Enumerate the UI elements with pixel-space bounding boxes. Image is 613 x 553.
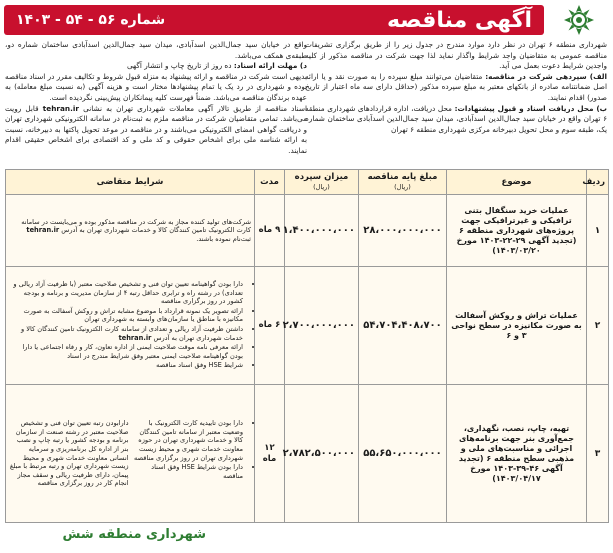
conditions-list	[9, 280, 251, 370]
conditions-left: دارابودن رتبه تعیین توان فنی و تشخیص صلاحیت معتبر در رشته صنعت از سازمان برنامه و بودجه کشور یا رتبه چاپ و نصب بنر از اداره کل برنامه‌ریزی و سرمایه انسانی معاونت خدمات شهری و محیط زیست شهرداری تهران و رتبه مرتبط با مبلغ پیمان، دارای ظرفیت ریالی و سقف مجاز انجام کار در روز برگزاری مناقصه	[9, 419, 129, 488]
condition-text-a: داشتن ظرفیت آزاد ریالی و تعدادی از سامانه کارت الکترونیک تامین کنندگان کالا و خدمات شهرداری تهران به آدرس	[20, 325, 243, 342]
municipality-name: شهرداری منطقه شش	[62, 526, 206, 542]
row-conditions	[6, 267, 255, 385]
row-base-amount: ۲۸،۰۰۰،۰۰۰،۰۰۰	[359, 195, 447, 267]
intro-left-column	[5, 40, 307, 157]
row-duration: ۱۲ ماه	[255, 385, 285, 523]
deadline-label: د) مهلت ارائه اسناد:	[233, 61, 307, 71]
row-number: ۲	[587, 267, 609, 385]
conditions-split	[9, 419, 251, 488]
terms-paragraph: بدیهی است شرکت در مناقصه و ارائه پیشنهاد به منزله قبول شروط و تکالیف مقرر در اسناد مناقصه بوده و شهرداری در رد یک یا تمام پیشنهادها مختار است و هزینه آگهی (به نسبت مبلغ معامله) به عهده برندگان مناقصه می‌باشد. ضمناً فهرست کلیه پیمانکاران پیش‌بینی نگردیده است.	[5, 71, 307, 102]
row-base-amount: ۵۴،۷۰۴،۴۰۸،۷۰۰	[359, 267, 447, 385]
col-header-duration: مدت	[255, 170, 285, 195]
portal-text-b: قابل رویت می‌باشد. تمامی متقاضیان شرکت در مناقصه ملزم به ثبت‌نام در سامانه الکترونیکی شهرداری تهران و دریافت گواهی امضای الکترونیکی می‌باشند و در مناقصه در موعد تحویل پاکتها به دبیرخانه، نسبت به ارائه شناسه ملی برای اشخاص حقوقی و کد ملی و کد اقتصادی برای اشخاص حقیقی اقدام نمایند.	[5, 103, 307, 155]
condition-item	[9, 325, 243, 342]
notice-number: شماره ۵۶ - ۵۴ - ۱۴۰۳	[16, 12, 166, 28]
condition-site: tehran.ir	[26, 226, 60, 235]
documents-location-label: ب) محل دریافت اسناد و قبول پیشنهادات:	[454, 103, 607, 113]
portal-site: tehran.ir	[42, 103, 79, 113]
condition-item: • ارائه تصویر یک نمونه قرارداد با موضوع مشابه تراش و روکش آسفالت به صورت مکانیزه با مناطق یا سازمان‌های وابسته به شهرداری تهران	[9, 307, 243, 324]
table-row	[6, 195, 609, 267]
base-amount-label: مبلغ پایه مناقصه	[367, 172, 438, 182]
portal-paragraph	[5, 104, 307, 157]
col-header-subject: موضوع	[447, 170, 587, 195]
tehran-municipality-logo-icon	[553, 3, 605, 37]
deposit-header-label: میزان سپرده	[294, 172, 349, 182]
row-number: ۱	[587, 195, 609, 267]
row-subject: عملیات خرید سنگفال بتنی ترافیکی و غیرترافیکی جهت پروژه‌های شهرداری منطقه ۶ (تجدید آگهی ۲۹-۲۲-۱۴۰۳ مورخ ۱۴۰۳/۰۳/۲۰)	[447, 195, 587, 267]
table-row	[6, 267, 609, 385]
documents-location-section	[305, 104, 607, 136]
footer	[6, 519, 206, 549]
deposit-section	[305, 72, 607, 104]
conditions-list	[132, 419, 252, 480]
row-number: ۳	[587, 385, 609, 523]
condition-item: • دارا بودن شرایط HSE وفق اسناد مناقصه	[132, 463, 244, 480]
base-amount-unit: (ریال)	[394, 183, 411, 191]
row-deposit: ۱،۴۰۰،۰۰۰،۰۰۰	[285, 195, 359, 267]
intro-lead-text: شهرداری منطقه ۶ تهران در نظر دارد موارد مندرج در جدول زیر را از طریق برگزاری تشریفات مناقصه عمومی به متقاضیان واجد شرایط واگذار نماید لذا جهت شرکت در مناقصه مذکور از کلیه واجدین شرایط دعوت بعمل می آید.	[305, 40, 607, 71]
deposit-label: الف) سپردهی شرکت در مناقصه:	[485, 71, 608, 81]
notice-title: آگهی مناقصه	[386, 7, 532, 33]
col-header-conditions: شرایط متقاضی	[6, 170, 255, 195]
condition-item: • ارائه معرفی نامه موقت صلاحیت ایمنی از اداره تعاون، کار و رفاه اجتماعی یا دارا بودن گواهینامه صلاحیت ایمنی معتبر وفق شرایط مندرج در اسناد	[9, 343, 243, 360]
intro-paragraph	[305, 40, 607, 72]
conditions-right	[132, 419, 252, 488]
table-header-row	[6, 170, 609, 195]
row-base-amount: ۵۵،۶۵۰،۰۰۰،۰۰۰	[359, 385, 447, 523]
row-subject: عملیات تراش و روکش آسفالت به صورت مکانیزه در سطح نواحی ۳ و ۶	[447, 267, 587, 385]
condition-text-b: ثبت‌نام نموده باشند.	[196, 234, 251, 243]
row-conditions	[6, 195, 255, 267]
deposit-text: متقاضیان می‌توانند مبلغ سپرده را به صورت نقد و یا ارائه اصل ضمانتنامه صادره از بانکهای معتبر به مبلغ سپرده مذکور (حداقل دارای سه ماه اعتبار از تاریخ صدور) اقدام نمایند.	[305, 71, 607, 102]
condition-site: tehran.ir	[118, 333, 152, 342]
row-deposit: ۲،۷۰۰،۰۰۰،۰۰۰	[285, 267, 359, 385]
deadline-section	[5, 61, 307, 72]
notice-header	[4, 3, 609, 37]
col-header-base-amount	[359, 170, 447, 195]
condition-text-a: شرکت‌های تولید کننده مجاز به شرکت در مناقصه مذکور بوده و می‌بایست در سامانه کارت الکترونیک تامین کنندگان کالا و خدمات شهرداری تهران به آدرس	[21, 217, 251, 235]
col-header-deposit	[285, 170, 359, 195]
condition-item: • شرایط HSE وفق اسناد مناقصه	[9, 361, 243, 370]
condition-item: • دارا بودن تاییدیه کارت الکترونیک با وضعیت معتبر از سامانه تامین کنندگان کالا و خدمات شهرداری تهران در حوزه معاونت خدمات شهری و محیط زیست شهرداری تهران در روز برگزاری مناقصه	[132, 419, 244, 462]
row-deposit: ۲،۷۸۲،۵۰۰،۰۰۰	[285, 385, 359, 523]
row-duration: ۶ ماه	[255, 267, 285, 385]
row-duration: ۹ ماه	[255, 195, 285, 267]
documents-location-text: محل دریافت، اداره قراردادهای شهرداری منطقه ۶ تهران واقع در خیابان سید جمال‌الدین اسدآبادی، میدان سید جمال‌الدین اسدآبادی ساختمان شماره یک، طبقه سوم و محل تحویل دبیرخانه مرکزی شهرداری منطقه ۶ تهران	[305, 103, 607, 134]
intro-right-column	[305, 40, 607, 135]
condition-item: • دارا بودن گواهینامه تعیین توان فنی و تشخیص صلاحیت معتبر (با ظرفیت آزاد ریالی و تعدادی) در رشته راه و ترابری حداقل رتبه ۴ از سازمان مدیریت و برنامه و بودجه کشور در روز برگزاری مناقصه	[9, 280, 243, 306]
address-continuation: واقع در خیابان سید جمال‌الدین اسدآبادی، میدان سید جمال‌الدین اسدآبادی ساختمان شماره دو، طبقه‌ی همکف می‌باشد.	[5, 40, 307, 60]
deposit-header-unit: (ریال)	[313, 183, 330, 191]
portal-text-a: اسناد مناقصه از طریق تالار آگهی معاملات شهرداری تهران به نشانی	[83, 103, 307, 113]
title-banner	[4, 5, 544, 35]
deadline-text: ده روز از تاریخ چاپ و انتشار آگهی	[126, 61, 232, 71]
col-header-row-number: ردیف	[587, 170, 609, 195]
row-conditions	[6, 385, 255, 523]
tender-table	[5, 169, 609, 523]
row-subject: تهیه، چاپ، نصب، نگهداری، جمع‌آوری بنر جهت برنامه‌های اجرائی و مناسبت‌های ملی و مذهبی سطح منطقه ۶ (تجدید آگهی ۴۶-۳۹-۱۴۰۳ مورخ ۱۴۰۳/۰۴/۱۷)	[447, 385, 587, 523]
table-row	[6, 385, 609, 523]
